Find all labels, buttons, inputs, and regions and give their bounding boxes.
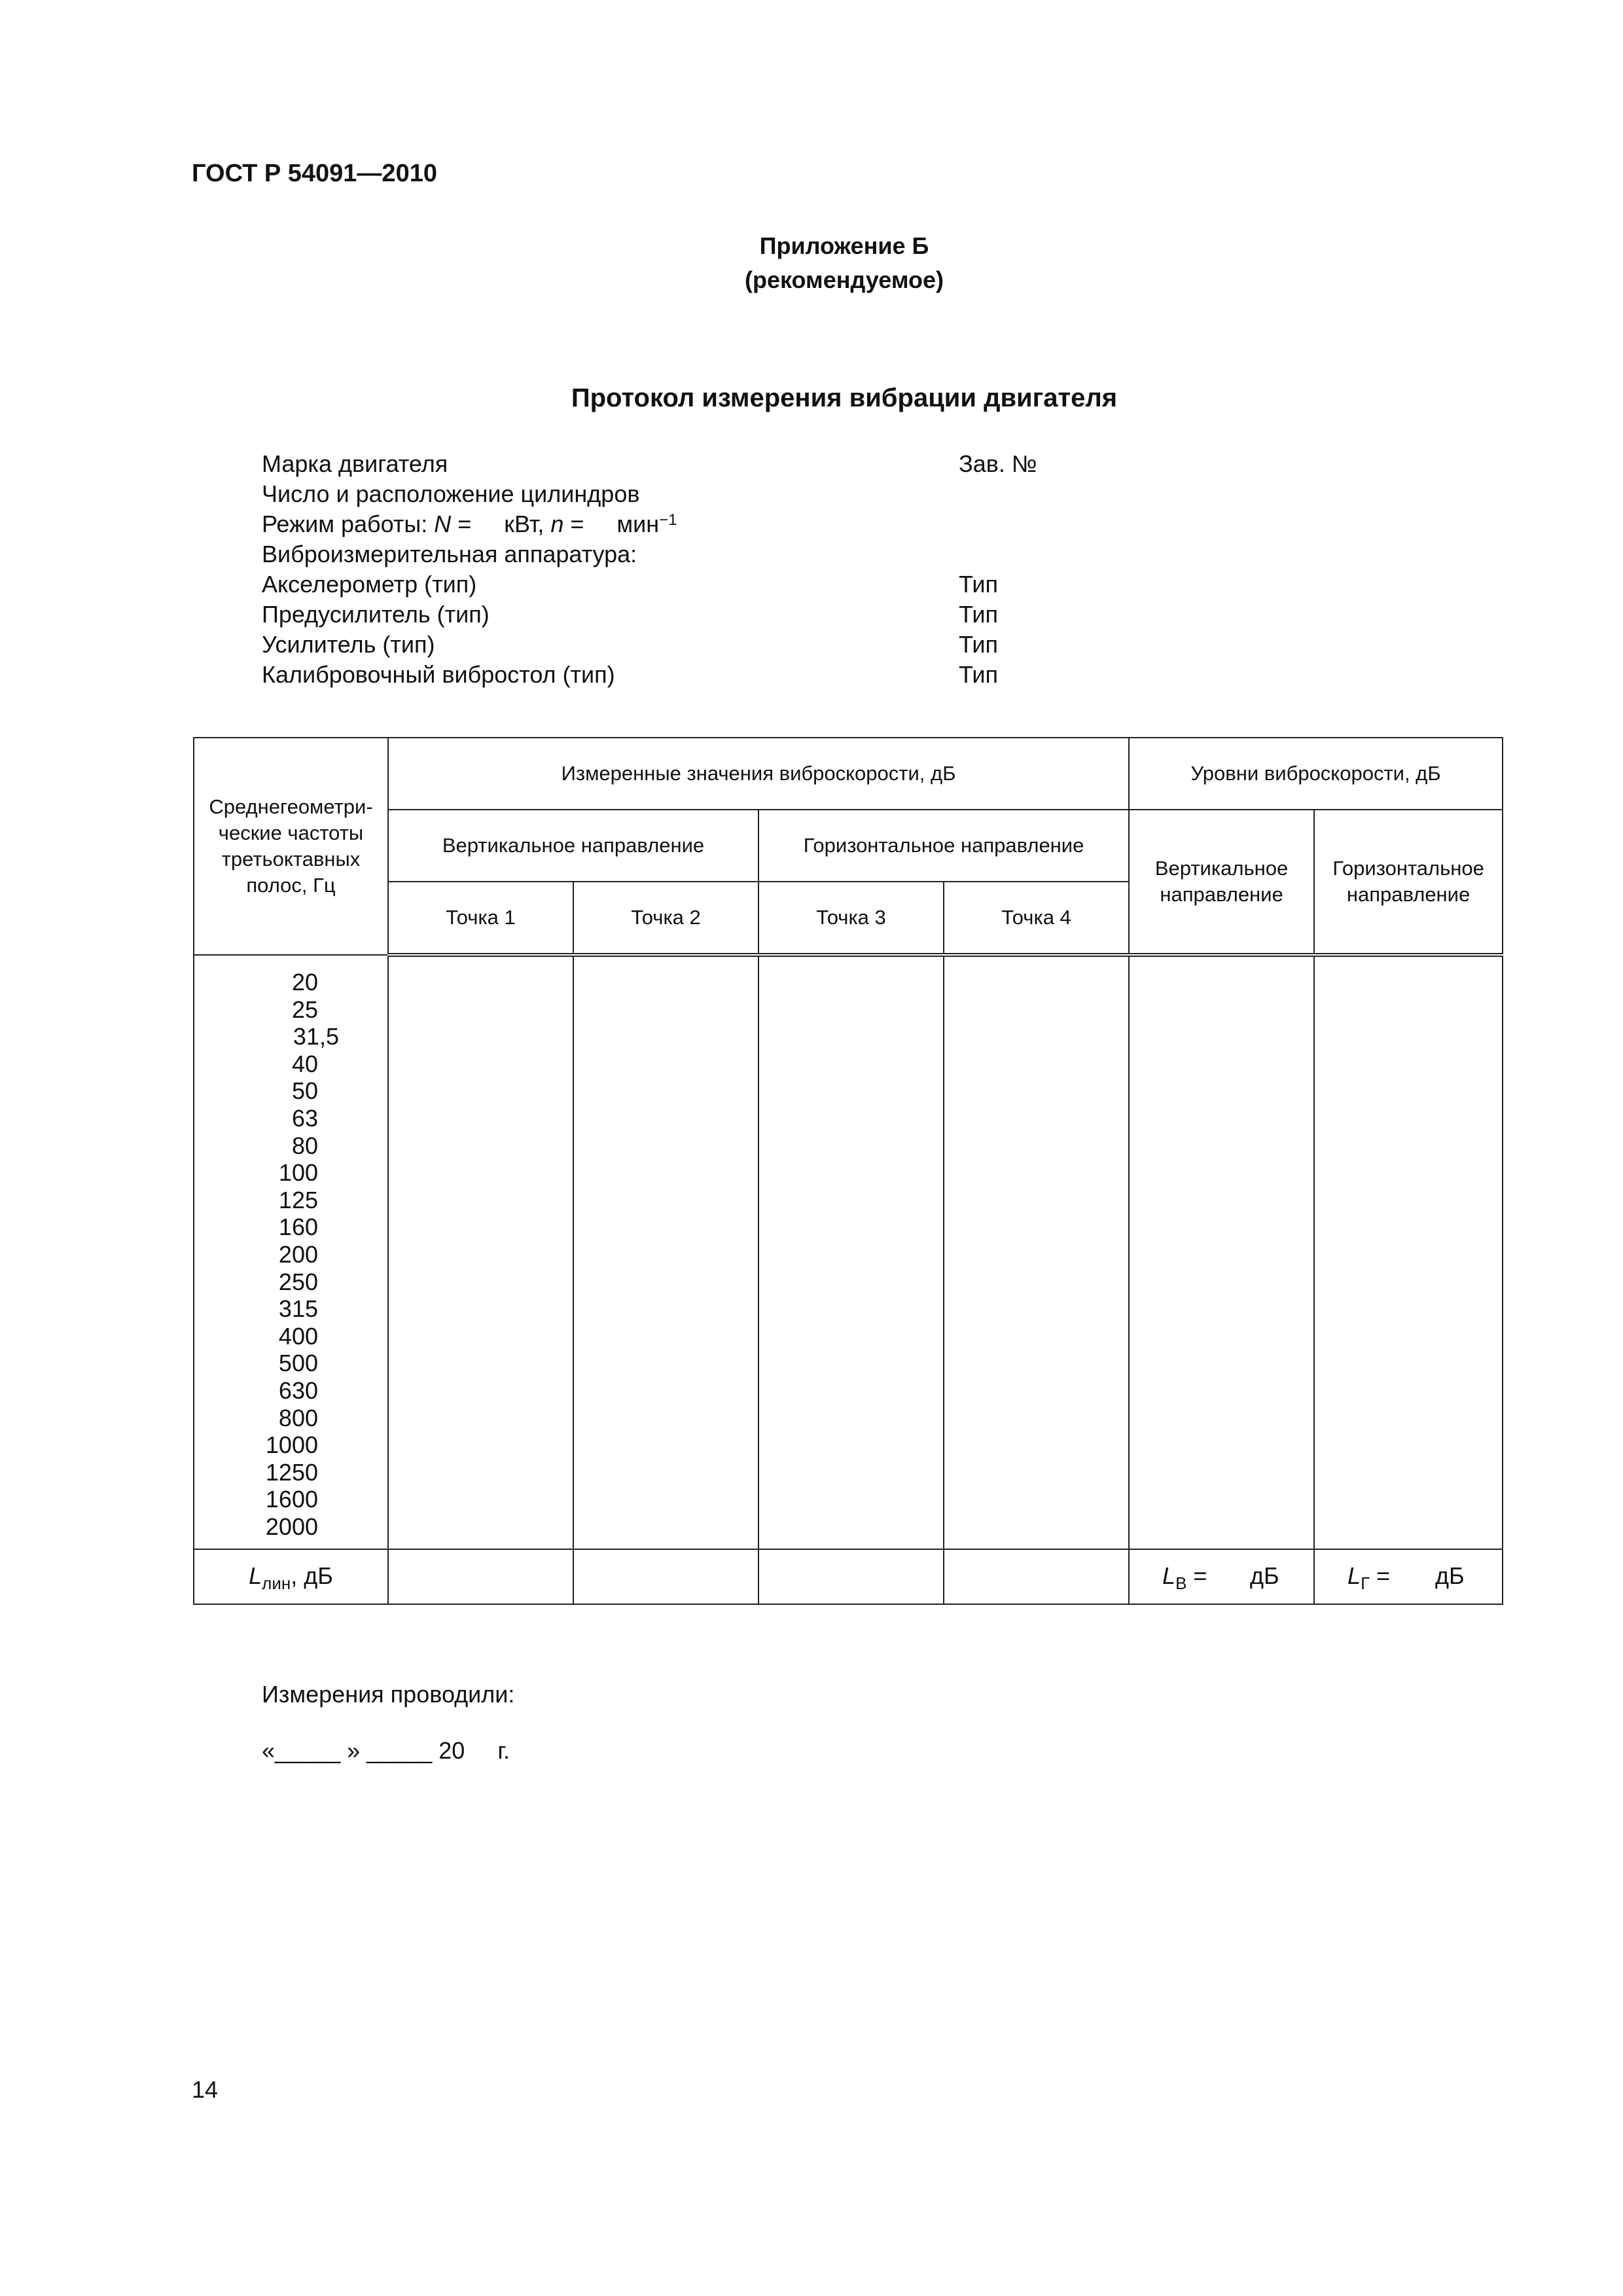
horizontal-direction-header: Горизонтальное направление — [758, 810, 1129, 882]
freq-header: Среднегеометри-ческие частоты третьоктавных полос, Гц — [194, 738, 388, 955]
signers-label: Измерения проводили: — [262, 1681, 515, 1708]
horizontal-level-subscript: Г — [1361, 1573, 1370, 1593]
field-instrument — [262, 660, 999, 690]
vertical-level-symbol: L — [1162, 1562, 1176, 1589]
horizontal-level-equals: = — [1370, 1562, 1391, 1589]
serial-no-label: Зав. № — [959, 450, 1037, 477]
frequency-value: 250 — [278, 1268, 318, 1295]
vertical-level-equals: = — [1186, 1562, 1207, 1589]
table-summary-row — [194, 1549, 1503, 1604]
field-engine-brand — [262, 449, 1037, 479]
point-header: Точка 1 — [388, 882, 573, 955]
levels-header: Уровни виброскорости, дБ — [1129, 738, 1503, 810]
frequency-value: 20 — [291, 969, 318, 996]
point-3-summary-cell[interactable] — [758, 1549, 944, 1604]
level-horizontal-values-cell[interactable] — [1314, 955, 1503, 1549]
instrument-label: Акселерометр (тип) — [262, 571, 477, 598]
type-label: Тип — [959, 571, 999, 598]
type-label: Тип — [959, 601, 999, 628]
mode-speed-symbol: n — [550, 511, 564, 537]
frequency-value: 400 — [278, 1322, 318, 1350]
table-header-row — [194, 810, 1503, 882]
measured-header: Измеренные значения виброскорости, дБ — [388, 738, 1129, 810]
appendix-heading — [0, 229, 1623, 297]
linear-level-subscript: лин — [262, 1573, 291, 1593]
protocol-title: Протокол измерения вибрации двигателя — [571, 384, 1118, 412]
level-horizontal-header: Горизонтальное направление — [1314, 810, 1503, 955]
page-number: 14 — [192, 2076, 219, 2103]
point-2-summary-cell[interactable] — [573, 1549, 758, 1604]
frequency-value: 50 — [291, 1077, 318, 1105]
horizontal-level-symbol: L — [1347, 1562, 1361, 1589]
point-header: Точка 2 — [573, 882, 758, 955]
instrument-label: Предусилитель (тип) — [262, 601, 490, 628]
mode-power-symbol: N — [434, 511, 452, 537]
frequency-value: 160 — [278, 1213, 318, 1241]
standard-number: ГОСТ Р 54091—2010 — [192, 160, 437, 187]
frequency-value: 630 — [278, 1376, 318, 1404]
horizontal-level-unit: дБ — [1435, 1562, 1465, 1589]
level-vertical-values-cell[interactable] — [1129, 955, 1314, 1549]
point-header: Точка 4 — [944, 882, 1129, 955]
point-1-values-cell[interactable] — [388, 955, 573, 1549]
field-equipment — [262, 539, 677, 569]
horizontal-level-summary — [1314, 1549, 1503, 1604]
horizontal-level-formula — [1347, 1563, 1390, 1591]
frequency-value: 1600 — [265, 1486, 318, 1513]
engine-brand-label: Марка двигателя — [262, 450, 448, 477]
table-header-row — [194, 738, 1503, 810]
point-3-values-cell[interactable] — [758, 955, 944, 1549]
field-instrument — [262, 600, 999, 630]
vibration-table — [193, 737, 1503, 1605]
vertical-level-formula — [1162, 1563, 1207, 1591]
frequency-value: 80 — [291, 1132, 318, 1159]
frequency-value: 63 — [291, 1104, 318, 1132]
cylinders-label: Число и расположение цилиндров — [262, 480, 640, 507]
vertical-level-summary — [1129, 1549, 1314, 1604]
frequency-value: 500 — [278, 1350, 318, 1377]
level-vertical-header: Вертикальное направление — [1129, 810, 1314, 955]
point-4-values-cell[interactable] — [944, 955, 1129, 1549]
type-label: Тип — [959, 631, 999, 658]
mode-label: Режим работы: — [262, 511, 435, 537]
point-header: Точка 3 — [758, 882, 944, 955]
mode-speed-exponent: −1 — [659, 511, 677, 529]
point-4-summary-cell[interactable] — [944, 1549, 1129, 1604]
frequency-value: 25 — [291, 996, 318, 1023]
vertical-direction-header: Вертикальное направление — [388, 810, 758, 882]
frequency-value: 40 — [291, 1050, 318, 1077]
point-1-summary-cell[interactable] — [388, 1549, 573, 1604]
frequency-value: 125 — [278, 1186, 318, 1213]
point-2-values-cell[interactable] — [573, 955, 758, 1549]
frequency-value: 200 — [278, 1240, 318, 1268]
frequency-column — [194, 955, 388, 1549]
frequency-value: 1250 — [265, 1458, 318, 1486]
field-cylinders — [262, 479, 677, 509]
frequency-value: 2000 — [265, 1513, 318, 1540]
frequency-value: 1000 — [265, 1431, 318, 1459]
appendix-note: (рекомендуемое) — [745, 266, 944, 293]
linear-level-symbol: L — [249, 1562, 262, 1589]
date-line: «_____ » _____ 20 г. — [262, 1737, 510, 1764]
protocol-fields — [262, 449, 1037, 690]
instrument-label: Калибровочный вибростол (тип) — [262, 661, 615, 688]
mode-power-unit: = кВт, — [451, 511, 551, 537]
frequency-value: 800 — [278, 1404, 318, 1431]
field-instrument — [262, 630, 999, 660]
frequency-value: 315 — [278, 1295, 318, 1323]
linear-level-label — [194, 1549, 388, 1604]
frequency-value: 100 — [278, 1159, 318, 1187]
vertical-level-unit: дБ — [1250, 1562, 1279, 1589]
vertical-level-subscript: В — [1175, 1573, 1187, 1593]
mode-speed-unit: = мин — [563, 511, 660, 537]
appendix-title: Приложение Б — [759, 232, 929, 259]
linear-level-unit: , дБ — [291, 1562, 333, 1589]
equipment-label: Виброизмерительная аппаратура: — [262, 541, 637, 567]
table-data-row — [194, 955, 1503, 1549]
type-label: Тип — [959, 661, 999, 688]
field-instrument — [262, 569, 999, 600]
field-mode — [262, 509, 677, 539]
frequency-value: 31,5 — [293, 1023, 339, 1050]
instrument-label: Усилитель (тип) — [262, 631, 435, 658]
frequency-list — [194, 956, 387, 1540]
